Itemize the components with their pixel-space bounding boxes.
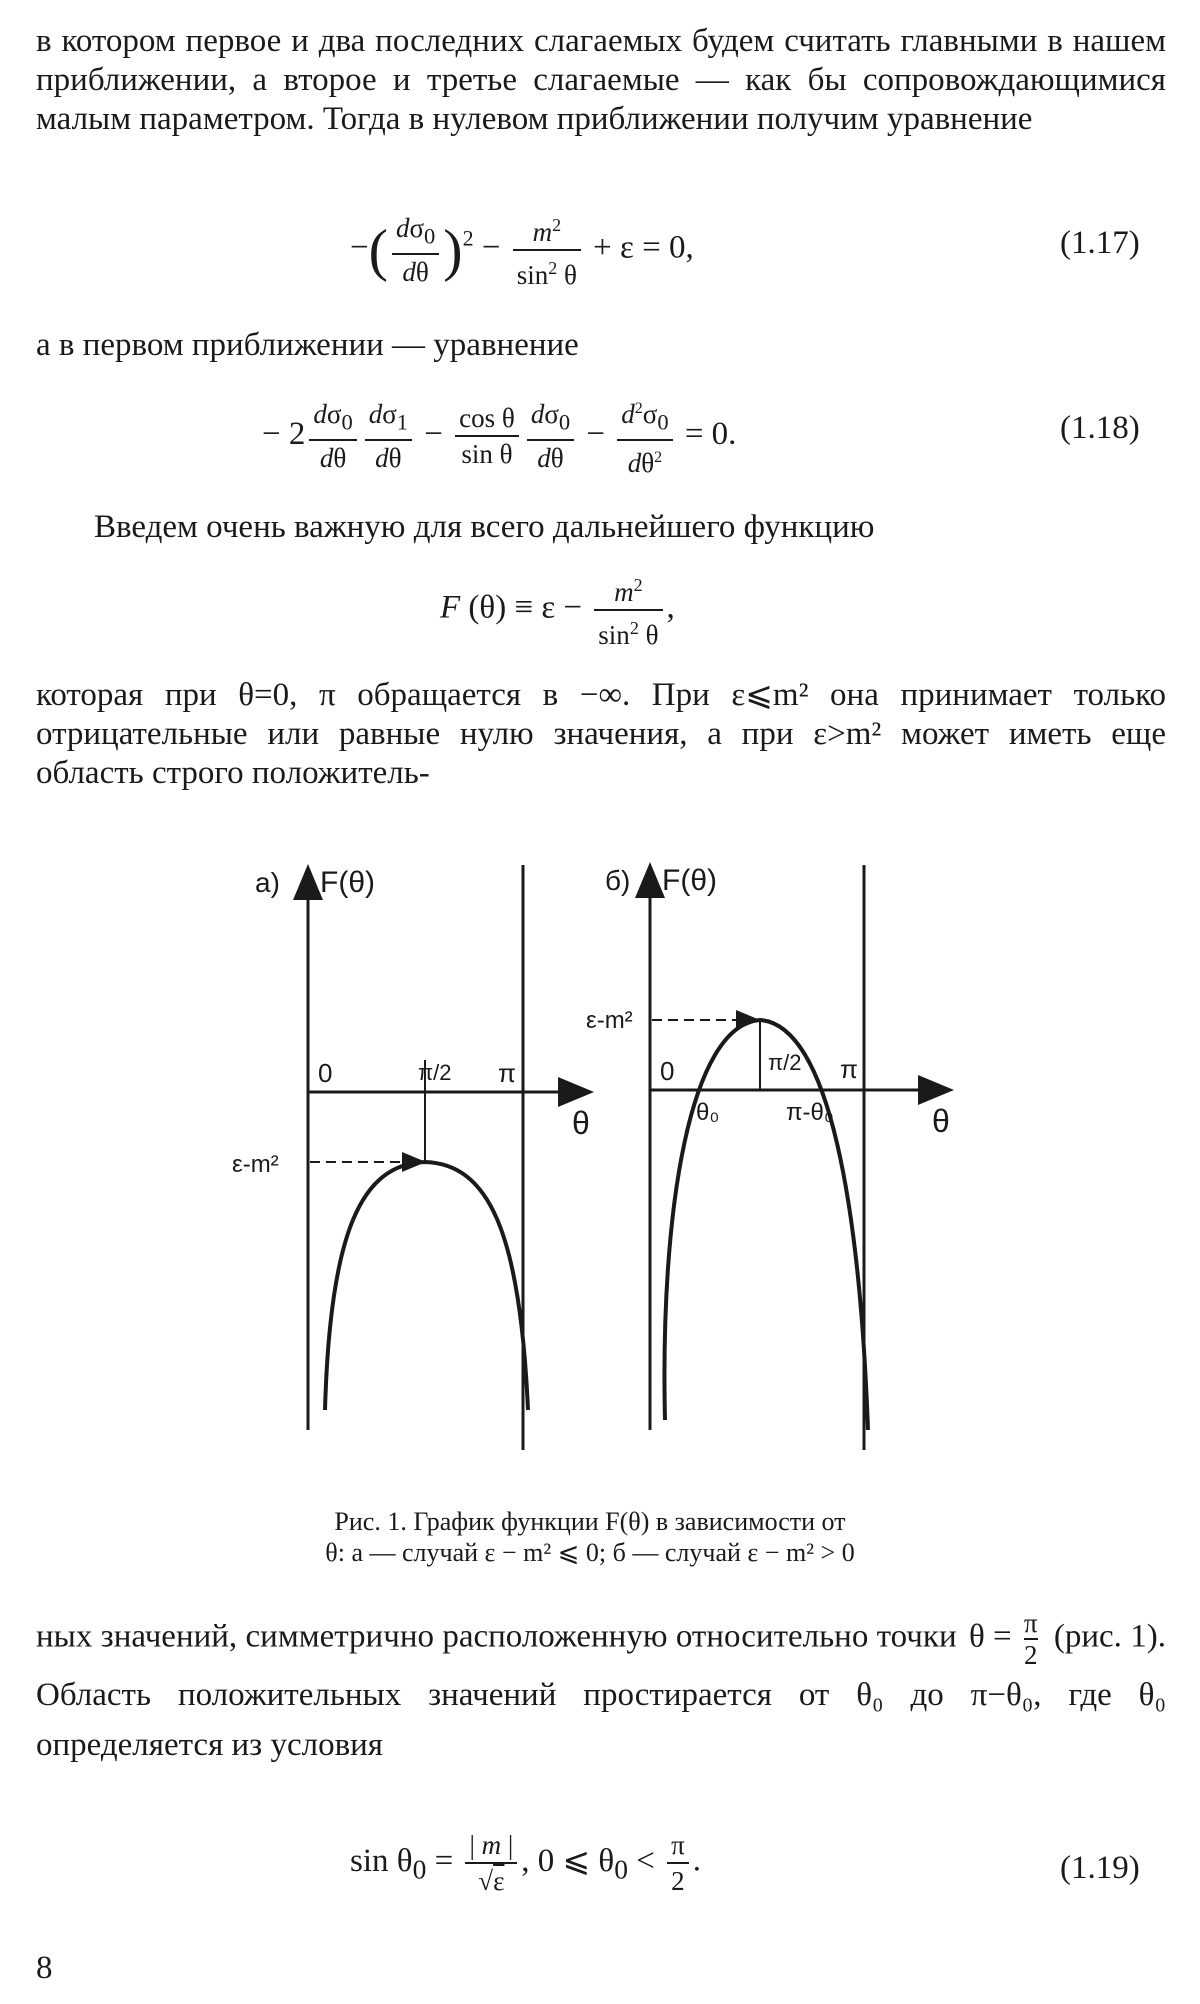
panel-b-letter: б) <box>605 865 631 896</box>
equation-1-19: $\sin \theta_0$ = $\frac{| m |}{√\varepsilon}$ , 0 ⩽ $\theta_0$ < $\frac{\pi}{2}$ . <box>350 1830 701 1896</box>
paragraph-first-approx: а в первом приближении — уравнение <box>36 327 579 363</box>
panel-a-level-label: ε-m² <box>232 1151 279 1178</box>
paragraph-function-properties: которая при θ=0, π обращается в −∞. При ε⩽m² она принимает только отрицательные или равные нулю значения, а при ε>m² может иметь еще область строго положитель- <box>36 677 1166 791</box>
panel-a-letter: а) <box>255 867 280 898</box>
panel-a-tick-pi: π <box>498 1058 516 1088</box>
page-number: 8 <box>36 1950 53 1986</box>
paragraph-positive-region-start: ных значений, симметрично расположенную относительно точки <box>36 1618 957 1655</box>
panel-b-tick-zero: 0 <box>660 1056 675 1086</box>
paragraph-positive-region-end: (рис. 1). Область положительных значений простирается от θ₀ до π−θ₀, где θ₀ определяется из условия <box>36 1618 1166 1763</box>
equation-number-1-17: (1.17) <box>1060 225 1140 261</box>
figure-caption-line-2: θ: а — случай ε − m² ⩽ 0; б — случай ε − m² > 0 <box>325 1538 855 1567</box>
paragraph-intro: в котором первое и два последних слагаемых будем считать главными в нашем приближении, а второе и третье слагаемые — как бы сопровождающимися малым параметром. Тогда в нулевом приближении получим уравнение <box>36 23 1166 137</box>
paragraph-positive-region <box>36 1608 1166 1770</box>
panel-b <box>586 864 950 1450</box>
panel-a <box>232 865 590 1450</box>
figure-caption <box>160 1506 1020 1568</box>
equation-number-1-18: (1.18) <box>1060 410 1140 446</box>
paragraph-function-intro: Введем очень важную для всего дальнейшего функцию <box>94 509 875 545</box>
panel-b-tick-half: π/2 <box>768 1050 802 1075</box>
figure-1 <box>0 810 1200 1500</box>
panel-b-root-left: θ₀ <box>696 1099 720 1126</box>
panel-a-axis-label: θ <box>572 1105 590 1141</box>
panel-a-func-label: F(θ) <box>320 866 375 899</box>
panel-b-func-label: F(θ) <box>662 864 717 897</box>
equation-1-17: −( $\frac{d\sigma_0}{d\theta}$ )$^2$ − $\frac{m^2}{\sin^2 \theta}$ + ε = 0, <box>350 208 694 292</box>
panel-b-level-label: ε-m² <box>586 1007 633 1034</box>
panel-b-tick-pi: π <box>840 1054 858 1084</box>
equation-number-1-19: (1.19) <box>1060 1850 1140 1886</box>
inline-equation-theta-half-pi: θ = $\frac{\pi}{2}$ <box>968 1608 1038 1670</box>
panel-b-root-right: π-θ₀ <box>786 1099 834 1126</box>
panel-b-axis-label: θ <box>932 1103 950 1139</box>
panel-a-curve <box>325 1162 528 1410</box>
panel-b-curve <box>664 1020 868 1430</box>
panel-a-tick-zero: 0 <box>318 1058 333 1088</box>
equation-1-18: − 2 $\frac{d\sigma_0}{d\theta}$ $\frac{d\sigma_1}{d\theta}$ − $\frac{\text{cos θ}}{\text{sin θ}}$ $\frac{d\sigma_0}{d\theta}$ − $\frac{d^2\sigma_0}{d\theta^2}$ = 0. <box>262 392 736 480</box>
panel-a-tick-half: π/2 <box>418 1060 452 1085</box>
figure-caption-line-1: Рис. 1. График функции F(θ) в зависимости от <box>334 1507 846 1536</box>
equation-function-definition: F (θ) ≡ ε − $\frac{m^2}{\sin^2 \theta}$ , <box>440 568 675 652</box>
